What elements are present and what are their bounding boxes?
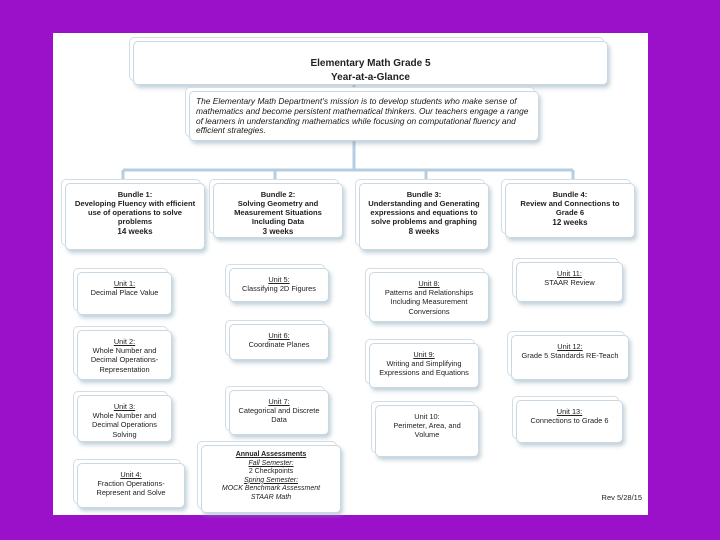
unit-2-box: [77, 330, 172, 380]
unit-12-label: Unit 12:: [557, 342, 583, 351]
unit-10-box: [375, 405, 479, 457]
bundle-4-name: Bundle 4:: [552, 190, 588, 199]
unit-9-title: Writing and Simplifying Expressions and Equations: [379, 359, 469, 378]
unit-4-box: [77, 463, 185, 508]
bundle-3-box: [359, 183, 489, 250]
bundle-2-weeks: 3 weeks: [262, 227, 294, 236]
bundle-3-weeks: 8 weeks: [408, 227, 440, 236]
bundle-2-box: [213, 183, 343, 238]
unit-6-title: Coordinate Planes: [248, 340, 310, 350]
unit-10-title: Perimeter, Area, and Volume: [393, 421, 461, 440]
fall-semester-label: Fall Semester:: [248, 459, 294, 467]
unit-8-box: [369, 272, 489, 322]
unit-4-label: Unit 4:: [120, 470, 142, 479]
assessments-heading: Annual Assessments: [235, 451, 307, 458]
unit-3-box: [77, 395, 172, 442]
unit-6-box: [229, 324, 329, 360]
unit-3-title: Whole Number and Decimal Operations Solving: [92, 411, 157, 439]
slide: [53, 33, 648, 515]
page-title: Elementary Math Grade 5: [310, 58, 431, 69]
revision-date: Rev 5/28/15: [601, 493, 642, 502]
unit-13-label: Unit 13:: [556, 407, 583, 416]
unit-6-label: Unit 6:: [268, 331, 290, 340]
unit-7-label: Unit 7:: [268, 397, 290, 406]
bundle-4-weeks: 12 weeks: [552, 218, 588, 227]
bundle-2-title: Solving Geometry and Measurement Situations Including Data: [234, 199, 322, 226]
unit-9-label: Unit 9:: [413, 350, 435, 359]
unit-13-box: [516, 400, 623, 443]
unit-12-title: Grade 5 Standards RE-Teach: [521, 351, 619, 361]
bundle-3-title: Understanding and Generating expressions and equations to solve problems and graphing: [368, 199, 480, 226]
unit-8-label: Unit 8:: [418, 279, 440, 288]
bundle-3-name: Bundle 3:: [406, 190, 442, 199]
unit-5-box: [229, 268, 329, 302]
mission-statement: The Elementary Math Department’s mission is to develop students who make sense of mathematics and become persistent mathematical thinkers. Our teachers engage a range of learners in understanding mathematics while focusing on computational fluency and efficient strategies.: [189, 91, 539, 141]
spring-semester-label: Spring Semester:: [243, 476, 299, 484]
unit-2-label: Unit 2:: [113, 337, 136, 346]
title-box: [133, 41, 608, 85]
spring-semester-value-1: MOCK Benchmark Assessment: [221, 485, 321, 493]
unit-8-title: Patterns and Relationships Including Measurement Conversions: [384, 288, 474, 316]
unit-11-box: [516, 262, 623, 302]
unit-3-label: Unit 3:: [113, 402, 136, 411]
bundle-1-name: Bundle 1:: [117, 190, 153, 199]
bundle-2-name: Bundle 2:: [260, 190, 296, 199]
unit-1-title: Decimal Place Value: [90, 288, 159, 298]
unit-13-title: Connections to Grade 6: [530, 416, 609, 426]
unit-5-title: Classifying 2D Figures: [242, 284, 316, 294]
unit-10-label: Unit 10:: [414, 412, 440, 421]
unit-12-box: [511, 335, 629, 380]
unit-7-title: Categorical and Discrete Data: [238, 406, 320, 425]
unit-2-title: Whole Number and Decimal Operations-Representation: [90, 346, 159, 374]
bundle-1-box: [65, 183, 205, 250]
bundle-1-weeks: 14 weeks: [117, 227, 153, 236]
bundle-4-box: [505, 183, 635, 238]
page-subtitle: Year-at-a-Glance: [331, 72, 410, 83]
unit-4-title: Fraction Operations-Represent and Solve: [96, 479, 166, 498]
unit-1-label: Unit 1:: [113, 279, 136, 288]
spring-semester-value-2: STAAR Math: [250, 493, 292, 501]
unit-5-label: Unit 5:: [268, 275, 290, 284]
bundle-4-title: Review and Connections to Grade 6: [520, 199, 620, 217]
unit-11-label: Unit 11:: [557, 269, 582, 278]
unit-7-box: [229, 390, 329, 435]
bundle-1-title: Developing Fluency with efficient use of operations to solve problems: [74, 199, 196, 226]
unit-1-box: [77, 272, 172, 315]
unit-11-title: STAAR Review: [544, 278, 595, 288]
annual-assessments-box: [201, 445, 341, 513]
fall-semester-value: 2 Checkpoints: [248, 468, 294, 476]
unit-9-box: [369, 343, 479, 388]
